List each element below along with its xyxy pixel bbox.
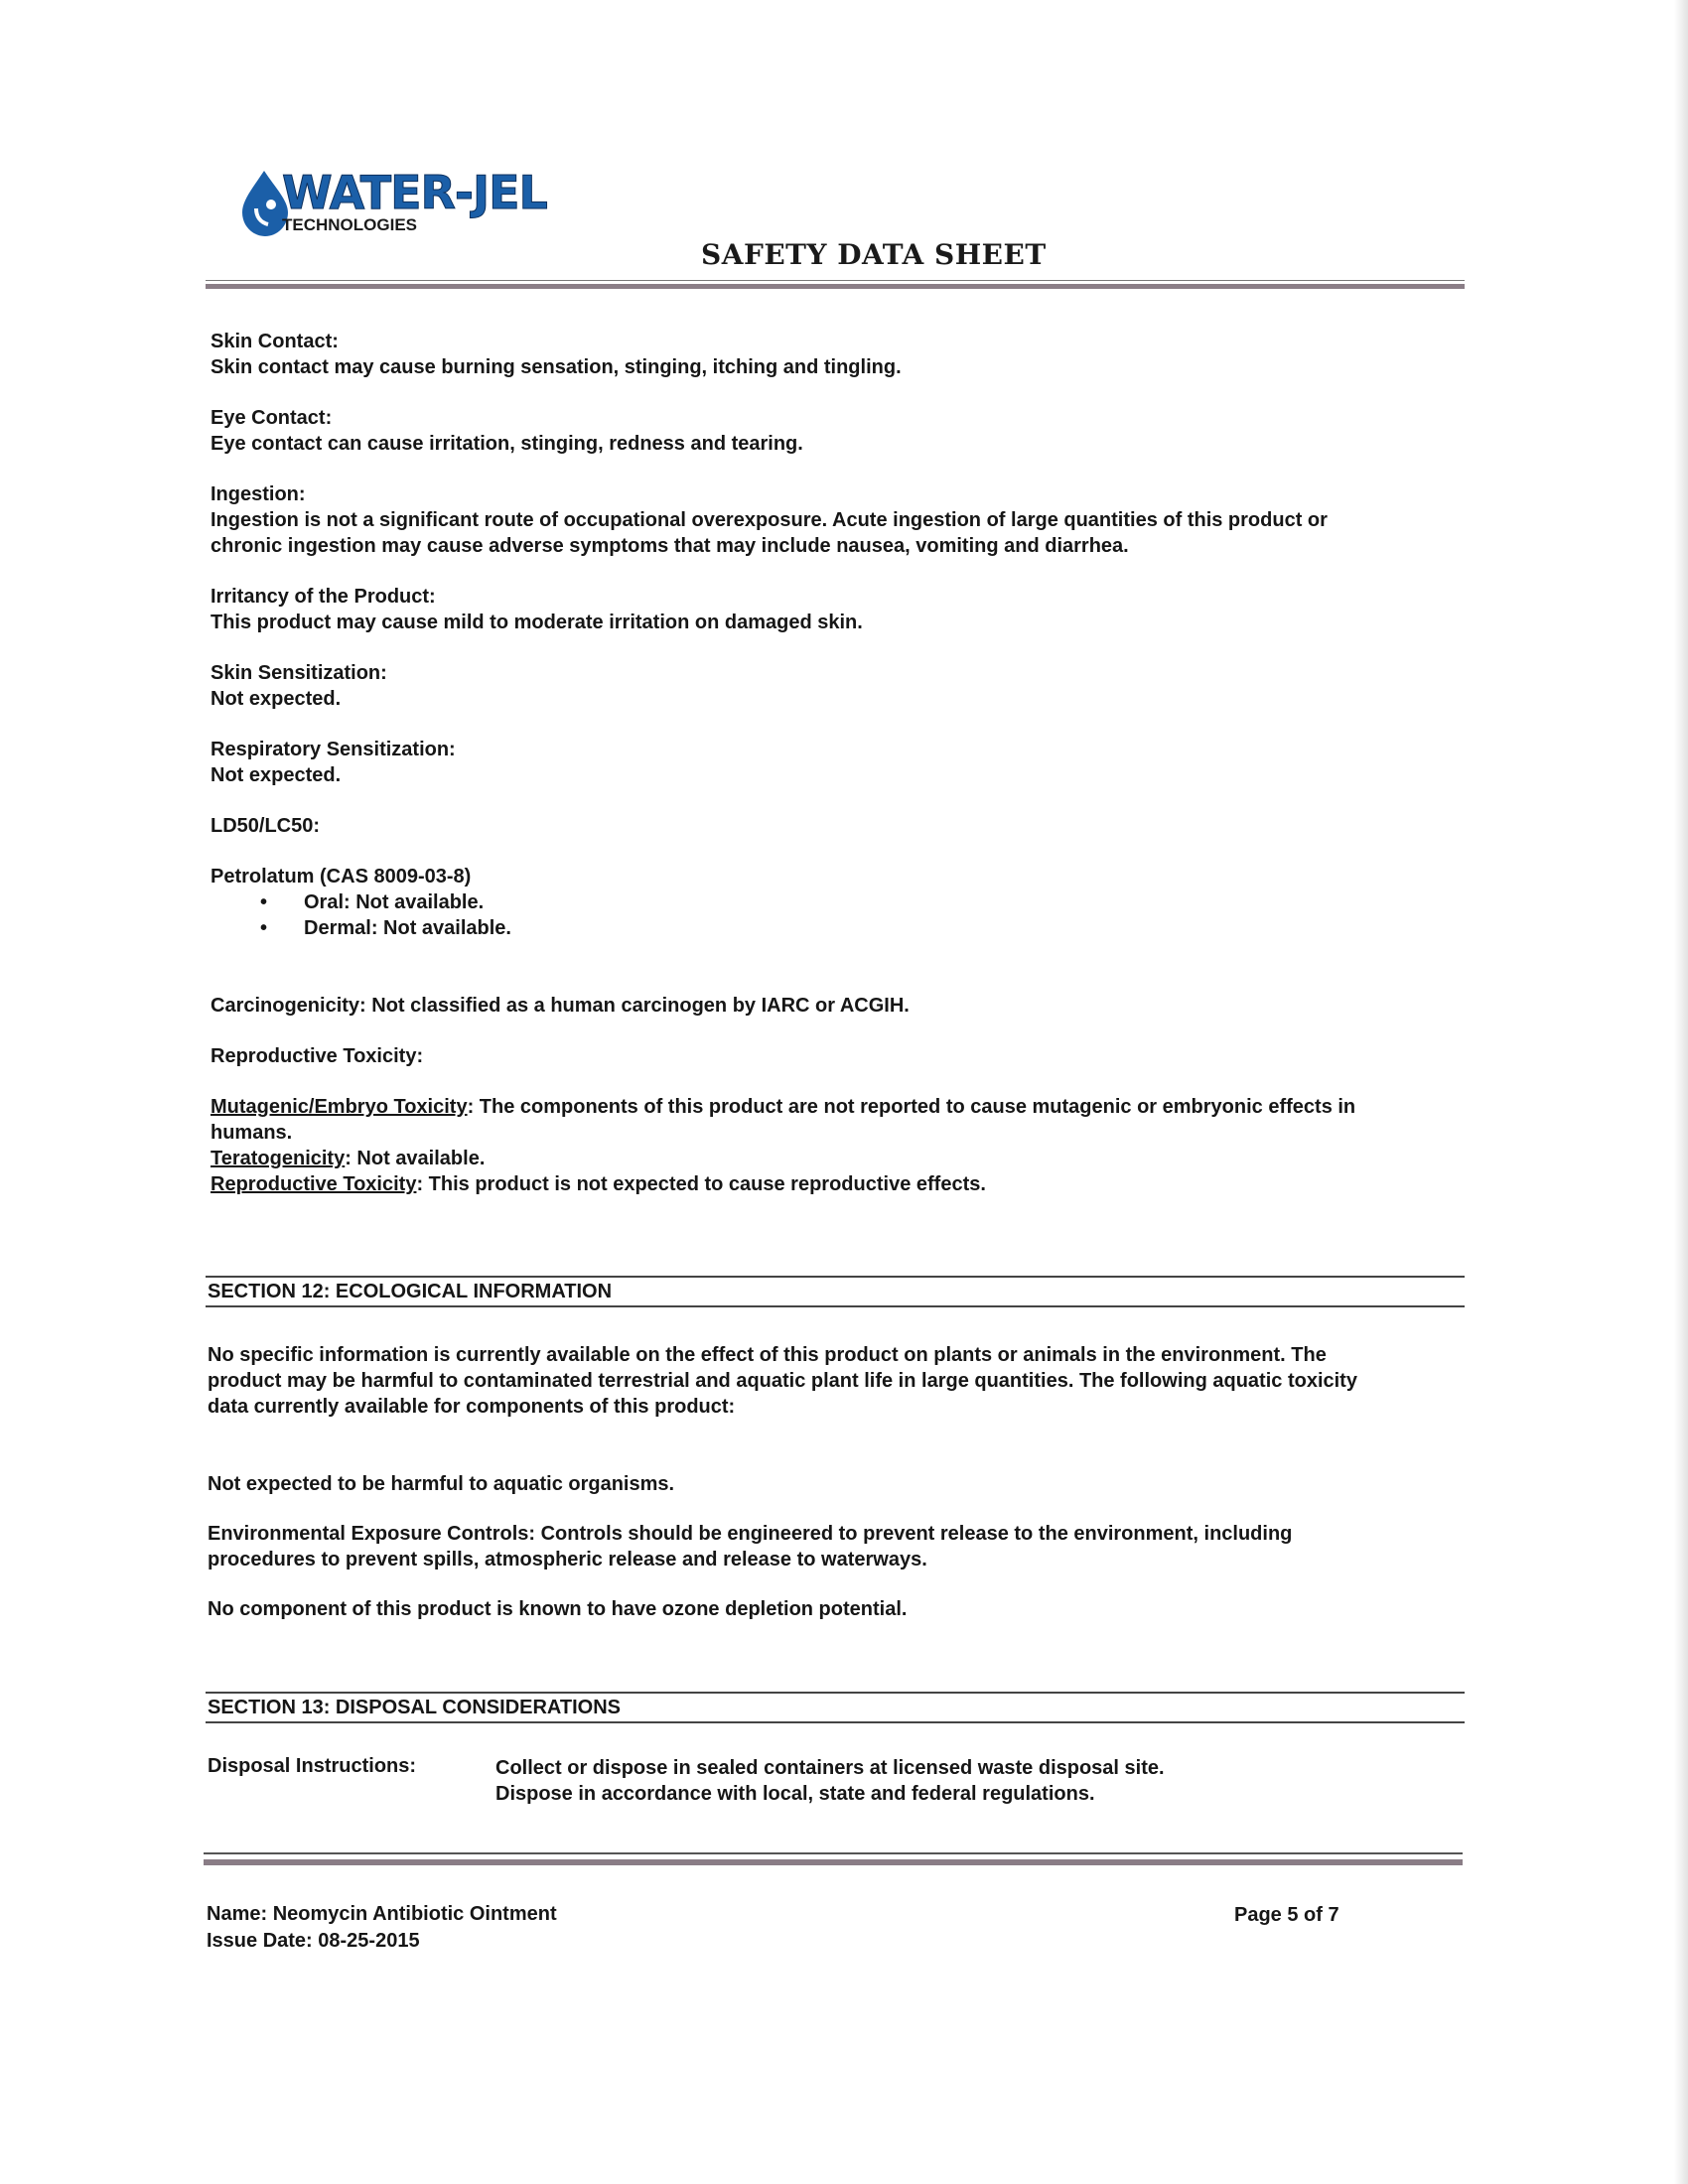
footer-product-info	[207, 1901, 557, 1955]
skin-sensitization-heading: Skin Sensitization:	[211, 662, 387, 684]
mutagenic-text-line2: humans.	[211, 1122, 293, 1144]
bullet-icon: •	[260, 917, 268, 939]
reproductive-details	[211, 1094, 1462, 1197]
logo-subtext: TECHNOLOGIES	[282, 215, 418, 234]
section-12-header	[206, 1276, 1465, 1307]
page-title: SAFETY DATA SHEET	[701, 238, 1047, 271]
eco-intro-line1: No specific information is currently available on the effect of this product on plants or animals in the environment. The	[208, 1344, 1327, 1366]
irritancy-heading: Irritancy of the Product:	[211, 586, 436, 608]
ld50-block	[211, 813, 1462, 839]
reproductive-text: : This product is not expected to cause reproductive effects.	[416, 1173, 986, 1195]
ingestion-text-line2: chronic ingestion may cause adverse symptoms that may include nausea, vomiting and diarrhea.	[211, 535, 1129, 557]
logo-wordmark: WATER-JEL	[282, 166, 547, 219]
ingestion-heading: Ingestion:	[211, 483, 306, 505]
header-divider	[206, 280, 1465, 291]
dermal-ld50: Dermal: Not available.	[304, 917, 511, 939]
mutagenic-text-line1: : The components of this product are not reported to cause mutagenic or embryonic effects in	[467, 1096, 1356, 1118]
exposure-line1: Environmental Exposure Controls: Controls should be engineered to prevent release to the environment, including	[208, 1523, 1293, 1545]
respiratory-sensitization-block	[211, 737, 1462, 788]
disposal-label: Disposal Instructions:	[208, 1755, 417, 1777]
respiratory-sensitization-text: Not expected.	[211, 764, 342, 786]
eco-intro-line3: data currently available for components of this product:	[208, 1396, 736, 1418]
ingestion-text-line1: Ingestion is not a significant route of occupational overexposure. Acute ingestion of large quantities of this product or	[211, 509, 1328, 531]
disposal-instructions	[495, 1755, 1165, 1807]
section-13-header	[206, 1692, 1465, 1723]
exposure-line2: procedures to prevent spills, atmospheric release and release to waterways.	[208, 1549, 927, 1570]
skin-contact-text: Skin contact may cause burning sensation, stinging, itching and tingling.	[211, 356, 902, 378]
page-edge-shadow	[1674, 0, 1688, 2184]
water-jel-logo	[238, 165, 596, 238]
irritancy-block	[211, 584, 1462, 635]
issue-date: Issue Date: 08-25-2015	[207, 1930, 420, 1952]
petrolatum-substance: Petrolatum (CAS 8009-03-8)	[211, 866, 472, 887]
section-12-body	[208, 1342, 1461, 1622]
toxicology-content	[211, 329, 1462, 1197]
petrolatum-block	[211, 864, 1462, 941]
teratogenicity-text: : Not available.	[345, 1148, 486, 1169]
page-number: Page 5 of 7	[1234, 1904, 1339, 1926]
ozone-text: No component of this product is known to have ozone depletion potential.	[208, 1598, 908, 1620]
reproductive-heading: Reproductive Toxicity:	[211, 1045, 424, 1067]
ingestion-block	[211, 481, 1462, 559]
disposal-line2: Dispose in accordance with local, state and federal regulations.	[495, 1783, 1095, 1805]
eye-contact-block	[211, 405, 1462, 457]
respiratory-sensitization-heading: Respiratory Sensitization:	[211, 739, 456, 760]
footer-divider	[204, 1852, 1463, 1868]
eye-contact-text: Eye contact can cause irritation, stinging, redness and tearing.	[211, 433, 803, 455]
section-13-title: SECTION 13: DISPOSAL CONSIDERATIONS	[208, 1697, 621, 1718]
mutagenic-label: Mutagenic/Embryo Toxicity	[211, 1096, 468, 1118]
ld50-heading: LD50/LC50:	[211, 815, 321, 837]
list-item	[211, 889, 1462, 915]
reproductive-heading-block	[211, 1043, 1462, 1069]
list-item	[211, 915, 1462, 941]
irritancy-text: This product may cause mild to moderate irritation on damaged skin.	[211, 612, 863, 633]
aquatic-text: Not expected to be harmful to aquatic organisms.	[208, 1473, 675, 1495]
skin-sensitization-text: Not expected.	[211, 688, 342, 710]
eco-intro-line2: product may be harmful to contaminated terrestrial and aquatic plant life in large quantities. The following aquatic toxicity	[208, 1370, 1357, 1392]
oral-ld50: Oral: Not available.	[304, 891, 485, 913]
carcinogenicity-block	[211, 993, 1462, 1019]
skin-contact-heading: Skin Contact:	[211, 331, 339, 352]
reproductive-label: Reproductive Toxicity	[211, 1173, 417, 1195]
eye-contact-heading: Eye Contact:	[211, 407, 333, 429]
bullet-icon: •	[260, 891, 268, 913]
teratogenicity-label: Teratogenicity	[211, 1148, 346, 1169]
section-12-title: SECTION 12: ECOLOGICAL INFORMATION	[208, 1281, 613, 1302]
skin-sensitization-block	[211, 660, 1462, 712]
skin-contact-block	[211, 329, 1462, 380]
disposal-line1: Collect or dispose in sealed containers at licensed waste disposal site.	[495, 1757, 1165, 1779]
product-name: Name: Neomycin Antibiotic Ointment	[207, 1903, 557, 1925]
carcinogenicity-text: Carcinogenicity: Not classified as a human carcinogen by IARC or ACGIH.	[211, 995, 910, 1017]
ld50-bullet-list	[211, 889, 1462, 941]
